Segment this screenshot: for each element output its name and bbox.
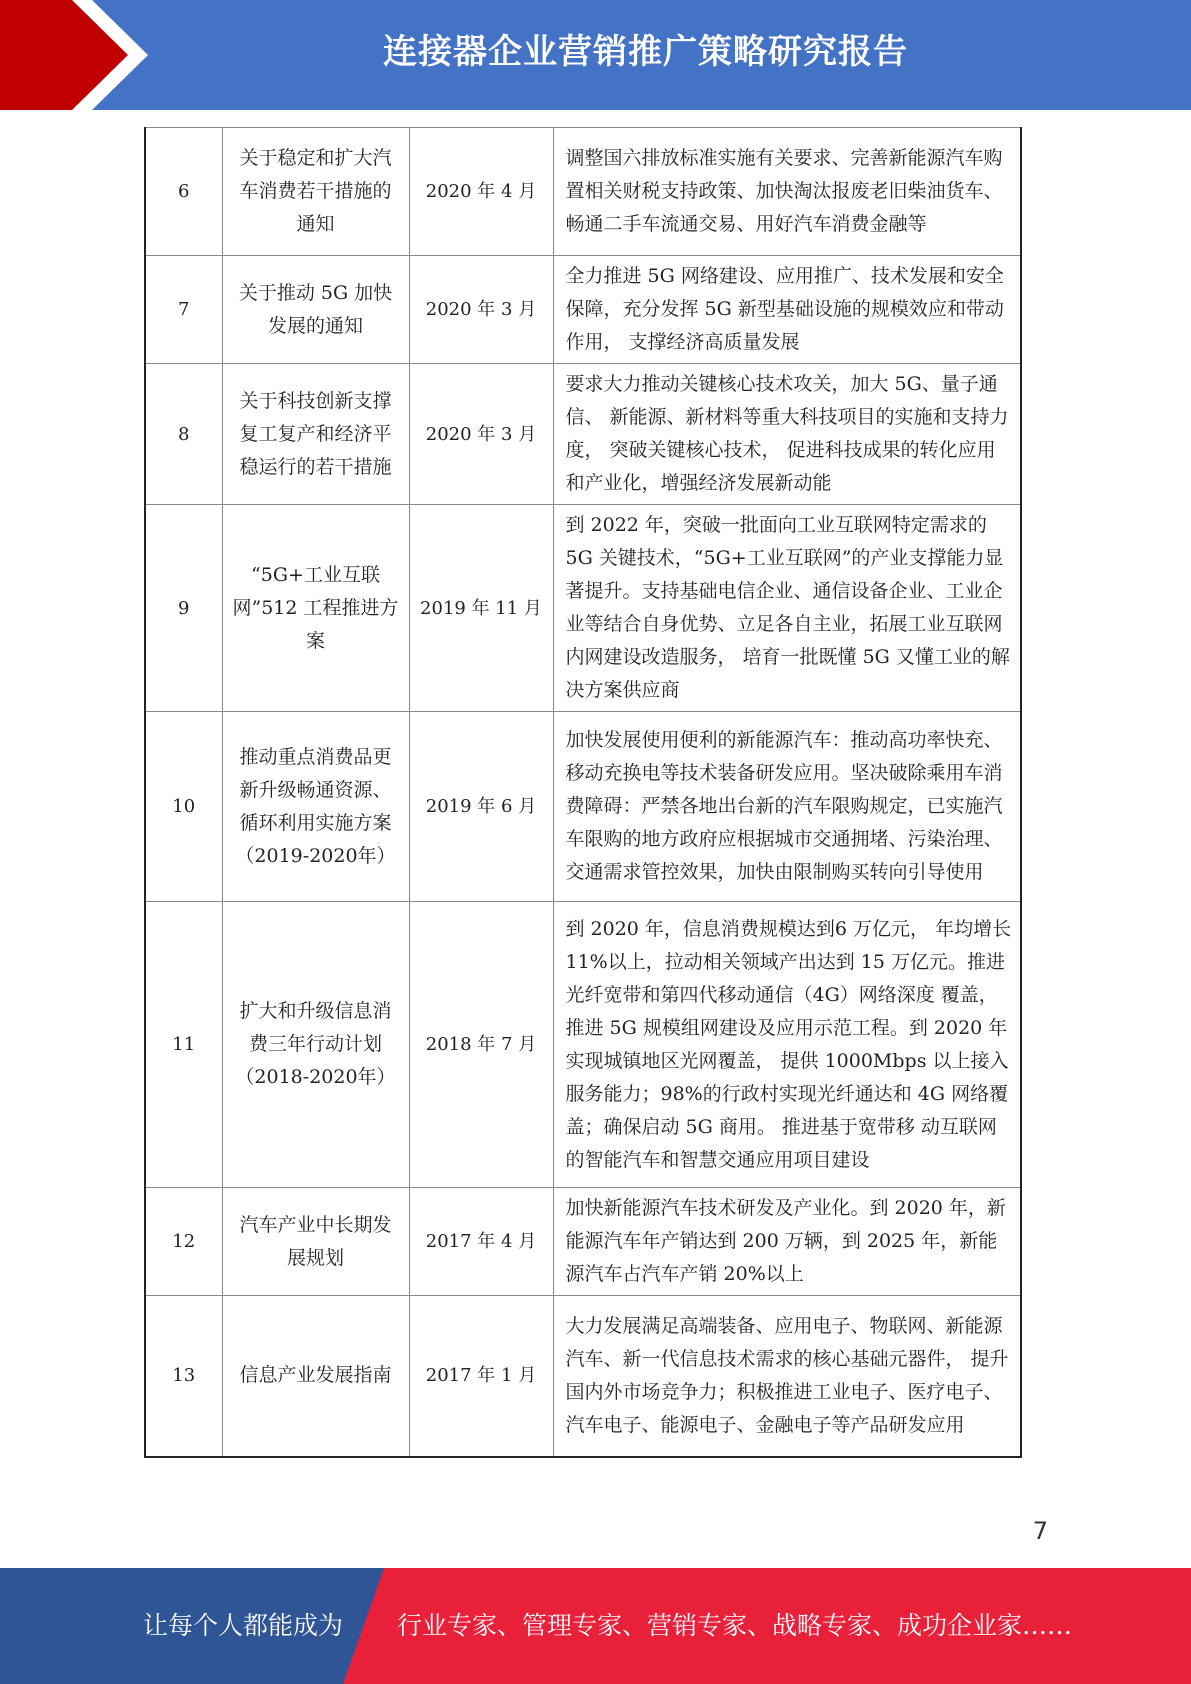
policy-content: 加快新能源汽车技术研发及产业化。到 2020 年，新能源汽车年产销达到 200 万辆，到 2025 年，新能源汽车占汽车产销 20%以上 (553, 1188, 1021, 1296)
footer-slogan-left: 让每个人都能成为 (143, 1611, 344, 1640)
row-number: 8 (145, 364, 222, 505)
policy-name: 关于稳定和扩大汽车消费若干措施的通知 (222, 128, 409, 256)
row-number: 11 (145, 902, 222, 1188)
page-footer (0, 1568, 1191, 1684)
policy-content: 到 2020 年，信息消费规模达到6 万亿元， 年均增长 11%以上，拉动相关领域产出达到 15 万亿元。推进光纤宽带和第四代移动通信（4G）网络深度 覆盖， 推进 5G 规模组网建设及应用示范工程。到 2020 年实现城镇地区光网覆盖， 提供 1000Mbps 以上接入服务能力；98%的行政村实现光纤通达和 4G 网络覆盖；确保启动 5G 商用。 推进基于宽带移 动互联网的智能汽车和智慧交通应用项目建设 (553, 902, 1021, 1188)
policy-date: 2019 年 6 月 (409, 712, 553, 902)
policy-content: 要求大力推动关键核心技术攻关，加大 5G、量子通信、 新能源、新材料等重大科技项目的实施和支持力度， 突破关键核心技术， 促进科技成果的转化应用和产业化，增强经济发展新动能 (553, 364, 1021, 505)
policy-date: 2017 年 4 月 (409, 1188, 553, 1296)
policy-date: 2020 年 3 月 (409, 256, 553, 364)
policy-date: 2020 年 3 月 (409, 364, 553, 505)
row-number: 7 (145, 256, 222, 364)
table-row (145, 128, 1021, 256)
table-row (145, 1296, 1021, 1457)
table-row (145, 712, 1021, 902)
row-number: 9 (145, 505, 222, 712)
policy-date: 2020 年 4 月 (409, 128, 553, 256)
table-row (145, 256, 1021, 364)
table-row (145, 505, 1021, 712)
policy-date: 2018 年 7 月 (409, 902, 553, 1188)
policy-content: 加快发展使用便利的新能源汽车：推动高功率快充、移动充换电等技术装备研发应用。坚决破除乘用车消费障碍：严禁各地出台新的汽车限购规定，已实施汽车限购的地方政府应根据城市交通拥堵、污染治理、交通需求管控效果，加快由限制购买转向引导使用 (553, 712, 1021, 902)
page-header (0, 0, 1191, 110)
policy-content: 大力发展满足高端装备、应用电子、物联网、新能源汽车、新一代信息技术需求的核心基础元器件， 提升国内外市场竞争力；积极推进工业电子、医疗电子、汽车电子、能源电子、金融电子等产品研发应用 (553, 1296, 1021, 1457)
table-row (145, 902, 1021, 1188)
policy-name: 信息产业发展指南 (222, 1296, 409, 1457)
policy-name: 汽车产业中长期发展规划 (222, 1188, 409, 1296)
row-number: 6 (145, 128, 222, 256)
policy-content: 全力推进 5G 网络建设、应用推广、技术发展和安全保障，充分发挥 5G 新型基础设施的规模效应和带动作用， 支撑经济高质量发展 (553, 256, 1021, 364)
policy-name: 关于推动 5G 加快发展的通知 (222, 256, 409, 364)
policy-date: 2019 年 11 月 (409, 505, 553, 712)
policy-name: 扩大和升级信息消费三年行动计划（2018-2020年） (222, 902, 409, 1188)
row-number: 13 (145, 1296, 222, 1457)
policy-content: 到 2022 年，突破一批面向工业互联网特定需求的 5G 关键技术，“5G+工业互联网”的产业支撑能力显著提升。支持基础电信企业、通信设备企业、工业企业等结合自身优势、立足各自主业，拓展工业互联网内网建设改造服务， 培育一批既懂 5G 又懂工业的解决方案供应商 (553, 505, 1021, 712)
policy-name: 推动重点消费品更新升级畅通资源、循环利用实施方案（2019-2020年） (222, 712, 409, 902)
policy-content: 调整国六排放标准实施有关要求、完善新能源汽车购置相关财税支持政策、加快淘汰报废老旧柴油货车、畅通二手车流通交易、用好汽车消费金融等 (553, 128, 1021, 256)
report-title: 连接器企业营销推广策略研究报告 (383, 32, 908, 72)
policy-name: “5G+工业互联网”512 工程推进方案 (222, 505, 409, 712)
row-number: 12 (145, 1188, 222, 1296)
footer-slogan-right: 行业专家、管理专家、营销专家、战略专家、成功企业家…… (397, 1611, 1073, 1640)
policy-name: 关于科技创新支撑复工复产和经济平稳运行的若干措施 (222, 364, 409, 505)
policy-table (144, 127, 1022, 1458)
policy-date: 2017 年 1 月 (409, 1296, 553, 1457)
table-row (145, 1188, 1021, 1296)
page-number: 7 (1032, 1517, 1048, 1545)
row-number: 10 (145, 712, 222, 902)
table-row (145, 364, 1021, 505)
